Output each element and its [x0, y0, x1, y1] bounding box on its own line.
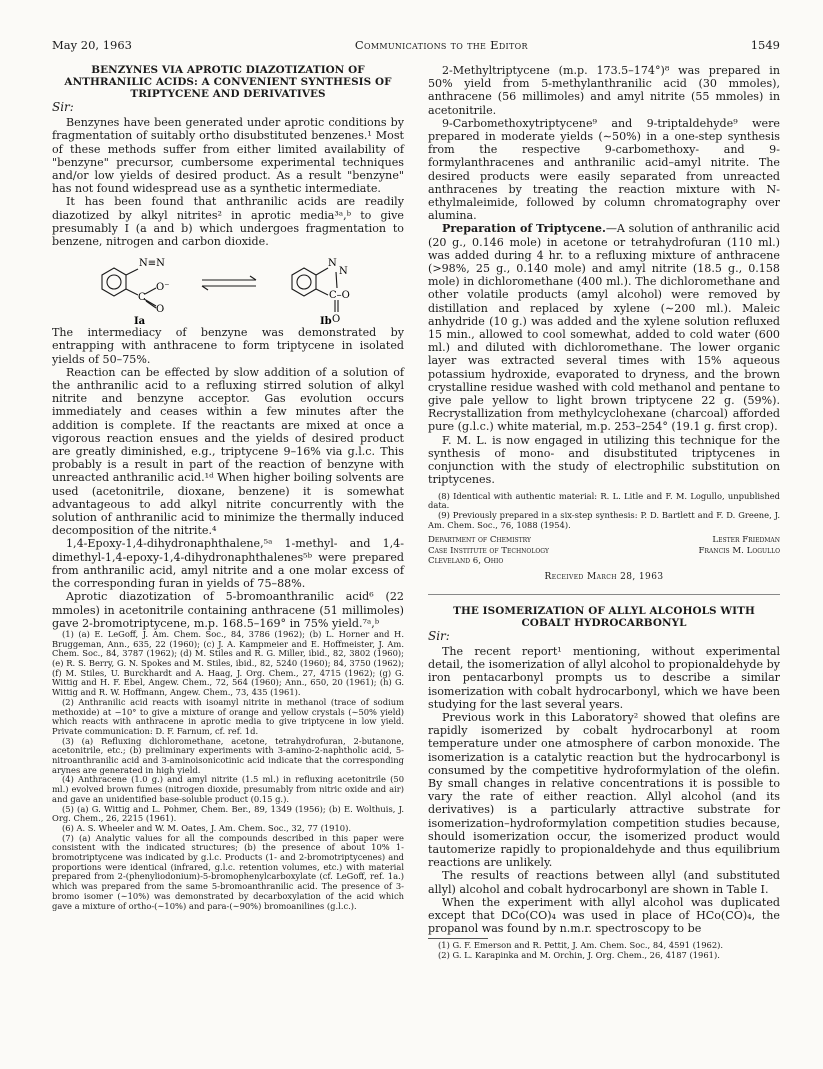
footnote: (1) (a) E. LeGoff, J. Am. Chem. Soc., 84, 3786 (1962); (b) L. Horner and H. Bruggeman, Ann., 635, 22 (1960); (c) J. A. Kampmeier and E. Hoffmeister, J. Am. Chem. Soc., 84, 3787 (1962); (d) M. Stiles and R. G. Miller, ibid., 82, 3802 (1960); (e) R. S. Berry, G. N. Spokes and M. Stiles, ibid., 82, 5240 (1960); 84, 3750 (1962); (f) M. Stiles, U. Burckhardt and A. Haag, J. Org. Chem., 27, 4715 (1962); (g) G. Wittig and H. F. Ebel, Angew. Chem., 72, 564 (1960); Ann., 650, 20 (1961); (h) G. Wittig and R. W. Hoffmann, Angew. Chem., 73, 435 (1961). [52, 628, 404, 698]
paragraph: 9-Carbomethoxytriptycene⁹ and 9-triptaldehyde⁹ were prepared in moderate yields (∼50%) in a one-step synthesis from the respective 9-carbomethoxy- and 9-formylanthracenes and anthranilic acid–amyl nitrite. The desired products were easily separated from unreacted anthracenes by treating the reaction mixture with N-ethylmaleimide, followed by column chromatography over alumina. [428, 116, 780, 223]
footnote: (8) Identical with authentic material: R. L. Litle and F. M. Logullo, unpublished data. [428, 490, 780, 511]
paragraph: F. M. L. is now engaged in utilizing this technique for the synthesis of mono- and disubstituted triptycenes in conjunction with the study of electrophilic substitution on triptycenes. [428, 433, 780, 487]
left-column [52, 64, 404, 911]
scheme-drawing [52, 252, 404, 324]
footnote: (9) Previously prepared in a six-step synthesis: P. D. Bartlett and F. D. Greene, J. Am. Chem. Soc., 76, 1088 (1954). [428, 509, 780, 530]
scheme-text: O [156, 304, 165, 316]
compound-label: Ib [320, 316, 332, 325]
author: Lester Friedman [712, 535, 780, 546]
footnote: (3) (a) Refluxing dichloromethane, acetone, tetrahydrofuran, 2-butanone, acetonitrile, etc.; (b) preliminary experiments with 3-amino-2-naphtholic acid, 5-nitroanthranilic acid and 3-aminoisonicotinic acid indicate that the corresponding arynes are generated in high yield. [52, 735, 404, 775]
reaction-scheme [52, 252, 404, 324]
paragraph: Previous work in this Laboratory² showed that olefins are rapidly isomerized by cobalt hydrocarbonyl at room temperature under one atmosphere of carbon monoxide. The isomerization is a catalytic reaction but the hydrocarbonyl is consumed by the competitive hydroformylation of the olefin. By small changes in relative concentrations it is possible to vary the rate of either reaction. Allyl alcohol (and its derivatives) is a particularly attractive substrate for isomerization–hydroformylation competition studies because, should isomerization occur, the isomerized product would tautomerize rapidly to propionaldehyde and thus equilibrium reactions are unlikely. [428, 710, 780, 870]
footnote: (2) Anthranilic acid reacts with isoamyl nitrite in methanol (trace of sodium methoxide) at −10° to give a mixture of orange and yellow crystals (∼50% yield) which reacts with anthracene in aprotic media to give triptycene in low yield. Private communication: D. F. Farnum, cf. ref. 1d. [52, 696, 404, 736]
scheme-text: N [328, 258, 337, 270]
paragraph: The results of reactions between allyl (and substituted allyl) alcohol and cobalt hydrocarbonyl are shown in Table I. [428, 869, 780, 896]
salutation: Sir: [428, 628, 450, 643]
article-title: THE ISOMERIZATION OF ALLYL ALCOHOLS WITH COBALT HYDROCARBONYL [453, 604, 755, 629]
procedure-text: —A solution of anthranilic acid (20 g., 0.146 mole) in acetone or tetrahydrofuran (110 ml.) was added during 4 hr. to a refluxing mixture of anthracene (>98%, 25 g., 0.140 mole) and amyl nitrite (18.5 g., 0.158 mole) in dichloromethane (400 ml.). The dichloromethane and other volatile products (amyl alcohol) were removed by distillation and replaced by xylene (∼200 ml.). Maleic anhydride (10 g.) was added and the xylene solution refluxed 15 min., allowed to cool somewhat, added to cold water (600 ml.) and diluted with dichloromethane. The lower organic layer was extracted several times with 15% aqueous potassium hydroxide, evaporated to dryness, and the brown crystalline residue washed with cold methanol and pentane to give pale yellow to light brown triptycene 22 g. (59%). Recrystallization from methylcyclohexane (charcoal) afforded pure (g.l.c.) white material, m.p. 253–254° (19.1 g. first crop). [428, 222, 780, 434]
scheme-text: O [332, 314, 341, 325]
paragraph: Aprotic diazotization of 5-bromoanthranilic acid⁶ (22 mmoles) in acetonitrile containing anthracene (51 millimoles) gave 2-bromotriptycene, m.p. 168.5–169° in 75% yield.⁷ᵃ,ᵇ [52, 590, 404, 630]
footnotes [52, 630, 404, 911]
paragraph: Benzynes have been generated under aprotic conditions by fragmentation of suitably ortho disubstituted benzenes.¹ Most of these methods suffer from either limited availability of "benzyne" precursor, cumbersome experimental techniques and/or low yields of desired product. As a result "benzyne" has not found widespread use as a synthetic intermediate. [52, 116, 404, 196]
salutation: Sir: [52, 100, 74, 114]
paragraph: 1,4-Epoxy-1,4-dihydronaphthalene,⁵ᵃ 1-methyl- and 1,4-dimethyl-1,4-epoxy-1,4-dihydronaphthalenes⁵ᵇ were prepared from anthranilic acid, amyl nitrite and a one molar excess of the corresponding furan in yields of 75–88%. [52, 537, 404, 591]
procedure-heading: Preparation of Triptycene. [442, 222, 606, 236]
footnote: (1) G. F. Emerson and R. Pettit, J. Am. Chem. Soc., 84, 4591 (1962). [438, 940, 724, 951]
paragraph: It has been found that anthranilic acids are readily diazotized by alkyl nitrites² in aprotic media³ᵃ,ᵇ to give presumably I (a and b) which undergoes fragmentation to benzene, nitrogen and carbon dioxide. [52, 195, 404, 249]
scheme-text: O⁻ [156, 282, 170, 294]
section-title: Communications to the Editor [354, 38, 528, 52]
footnote: (5) (a) G. Wittig and L. Pohmer, Chem. Ber., 89, 1349 (1956); (b) E. Wolthuis, J. Org. Chem., 26, 2215 (1961). [52, 803, 404, 824]
footnotes [428, 492, 780, 531]
issue-date: May 20, 1963 [52, 38, 132, 52]
affiliation-block [428, 535, 780, 566]
paragraph: The recent report¹ mentioning, without experimental detail, the isomerization of allyl alcohol to propionaldehyde by iron pentacarbonyl prompts us to describe a similar isomerization with cobalt hydrocarbonyl, which we have been studying for the last several years. [428, 644, 780, 711]
footnotes [428, 938, 780, 960]
paragraph [428, 222, 780, 433]
footnote: (7) (a) Analytic values for all the compounds described in this paper were consistent with the indicated structures; (b) the presence of about 10% 1-bromotriptycene was indicated by g.l.c. Products (1- and 2-bromotriptycenes) and proportions were identical (infrared, g.l.c. retention volumes, etc.) with material prepared from 2-(phenyliodonium)-5-bromophenylcarboxylate (cf. LeGoff, ref. 1a.) which was prepared from the same 5-bromoanthranilic acid. The presence of 3-bromo isomer (∼10%) was demonstrated by decarboxylation of the acid which gave a mixture of ortho-(∼10%) and para-(∼90%) bromoanilines (g.l.c.). [52, 832, 404, 911]
article-title: BENZYNES VIA APROTIC DIAZOTIZATION OF ANTHRANILIC ACIDS: A CONVENIENT SYNTHESIS OF TRIPTYCENE AND DERIVATIVES [64, 64, 392, 100]
paragraph: The intermediacy of benzyne was demonstrated by entrapping with anthracene to form triptycene in isolated yields of 50–75%. [52, 326, 404, 366]
page-number: 1549 [750, 38, 780, 52]
scheme-text: N [339, 266, 348, 278]
compound-label: Ia [134, 316, 146, 325]
footnote: (4) Anthracene (1.0 g.) and amyl nitrite (1.5 ml.) in refluxing acetonitrile (50 ml.) evolved brown fumes (nitrogen dioxide, presumably from nitric oxide and air) and gave an unidentified base-soluble product (0.15 g.). [52, 774, 404, 804]
benzene-ring-a [102, 268, 156, 308]
author: Francis M. Logullo [698, 545, 780, 556]
right-column [428, 64, 780, 961]
footnote: (2) G. L. Karapinka and M. Orchin, J. Org. Chem., 26, 4187 (1961). [438, 950, 720, 961]
footnote-rule [428, 938, 488, 939]
equilibrium-arrows [202, 276, 256, 290]
footnote: (6) A. S. Wheeler and W. M. Oates, J. Am. Chem. Soc., 32, 77 (1910). [62, 822, 352, 833]
institution: Case Institute of Technology [428, 545, 549, 556]
scheme-text: C [138, 292, 146, 304]
department: Department of Chemistry [428, 535, 531, 546]
paragraph: 2-Methyltriptycene (m.p. 173.5–174°)⁸ was prepared in 50% yield from 5-methylanthranilic acid (30 mmoles), anthracene (56 millimoles) and amyl nitrite (55 mmoles) in acetonitrile. [428, 64, 780, 117]
city: Cleveland 6, Ohio [428, 556, 504, 567]
article-divider [428, 594, 780, 595]
running-head [52, 38, 780, 54]
paragraph: Reaction can be effected by slow addition of a solution of the anthranilic acid to a refluxing stirred solution of alkyl nitrite and benzyne acceptor. Gas evolution occurs immediately and ceases within a few minutes after the addition is complete. If the reactants are mixed at once a vigorous reaction ensues and the yields of desired product are greatly diminished, e.g., triptycene 9–16% via g.l.c. This probably is a result in part of the reaction of benzyne with unreacted anthranilic acid.¹ᵈ When higher boiling solvents are used (acetonitrile, dioxane, benzene) it is somewhat advantageous to add alkyl nitrite concurrently with the solution of anthranilic acid to minimize the thermally induced decomposition of the nitrite.⁴ [52, 365, 404, 538]
scheme-text: N≡N [139, 258, 165, 270]
scheme-text: C–O [329, 290, 350, 302]
received-date: Received March 28, 1963 [544, 571, 664, 582]
paragraph: When the experiment with allyl alcohol was duplicated except that DCo(CO)₄ was used in place of HCo(CO)₄, the propanol was found by n.m.r. spectroscopy to be [428, 895, 780, 936]
